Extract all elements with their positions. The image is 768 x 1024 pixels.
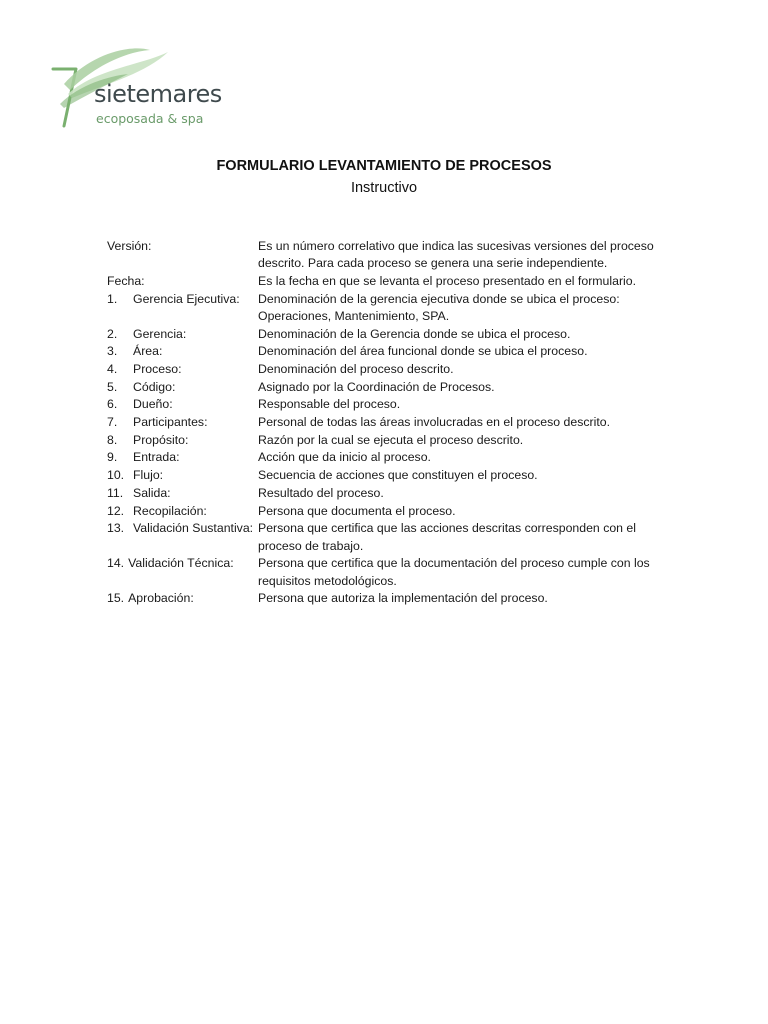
instructions-list bbox=[107, 238, 687, 608]
entry-label: Dueño: bbox=[133, 397, 173, 412]
entry-label: Flujo: bbox=[133, 468, 164, 483]
list-item bbox=[107, 343, 687, 360]
entry-definition: Asignado por la Coordinación de Procesos. bbox=[258, 379, 495, 394]
entry-definition: Denominación del proceso descrito. bbox=[258, 362, 454, 377]
entry-number: 9. bbox=[107, 450, 118, 465]
entry-term bbox=[107, 326, 258, 343]
entry-number: 4. bbox=[107, 362, 118, 377]
list-item bbox=[107, 238, 687, 273]
logo-name: sietemares bbox=[94, 80, 222, 108]
entry-term bbox=[107, 485, 258, 502]
page-title: FORMULARIO LEVANTAMIENTO DE PROCESOS bbox=[216, 158, 552, 174]
entry-term bbox=[107, 467, 258, 484]
page-subtitle: Instructivo bbox=[350, 180, 418, 196]
entry-term bbox=[107, 291, 258, 308]
entry-label: Validación Técnica: bbox=[128, 556, 234, 571]
list-item bbox=[107, 520, 687, 555]
entry-label: Recopilación: bbox=[133, 503, 207, 518]
entry-term bbox=[107, 361, 258, 378]
entry-term bbox=[107, 432, 258, 449]
entry-label: Fecha: bbox=[107, 273, 145, 288]
entry-label: Propósito: bbox=[133, 432, 189, 447]
entry-definition: Es la fecha en que se levanta el proceso presentado en el formulario. bbox=[258, 273, 637, 288]
entry-term bbox=[107, 343, 258, 360]
entry-number: 11. bbox=[107, 485, 124, 500]
entry-definition: Acción que da inicio al proceso. bbox=[258, 450, 431, 465]
entry-definition: Es un número correlativo que indica las sucesivas versiones del proceso descrito. Para cada proceso se genera una serie independiente. bbox=[258, 239, 654, 271]
list-item bbox=[107, 503, 687, 520]
list-item bbox=[107, 467, 687, 484]
entry-definition: Resultado del proceso. bbox=[258, 485, 384, 500]
entry-number: 12. bbox=[107, 503, 125, 518]
list-item bbox=[107, 449, 687, 466]
entry-label: Salida: bbox=[133, 485, 171, 500]
entry-term bbox=[107, 503, 258, 520]
entry-term bbox=[107, 238, 258, 255]
list-item bbox=[107, 414, 687, 431]
entry-definition: Persona que documenta el proceso. bbox=[258, 503, 456, 518]
list-item bbox=[107, 379, 687, 396]
company-logo bbox=[50, 44, 220, 134]
entry-term bbox=[107, 396, 258, 413]
entry-term bbox=[107, 590, 258, 607]
entry-term bbox=[107, 520, 258, 537]
entry-definition: Denominación de la gerencia ejecutiva donde se ubica el proceso: Operaciones, Mantenimiento, SPA. bbox=[258, 291, 620, 323]
entry-number: 7. bbox=[107, 415, 118, 430]
list-item bbox=[107, 555, 687, 590]
entry-number: 10. bbox=[107, 468, 125, 483]
entry-term bbox=[107, 273, 258, 290]
entry-term bbox=[107, 449, 258, 466]
entry-label: Entrada: bbox=[133, 450, 180, 465]
entry-label: Versión: bbox=[107, 239, 152, 253]
entry-number: 6. bbox=[107, 397, 118, 412]
entry-definition: Personal de todas las áreas involucradas en el proceso descrito. bbox=[258, 415, 611, 430]
entry-definition: Razón por la cual se ejecuta el proceso descrito. bbox=[258, 432, 524, 447]
entry-definition: Secuencia de acciones que constituyen el proceso. bbox=[258, 468, 538, 483]
list-item bbox=[107, 396, 687, 413]
logo-tagline: ecoposada & spa bbox=[96, 111, 204, 126]
entry-definition: Persona que certifica que la documentación del proceso cumple con los requisitos metodológicos. bbox=[258, 556, 650, 588]
list-item bbox=[107, 361, 687, 378]
entry-number: 13. bbox=[107, 521, 125, 536]
entry-label: Gerencia Ejecutiva: bbox=[133, 291, 240, 306]
entry-label: Validación Sustantiva: bbox=[133, 521, 254, 536]
entry-definition: Responsable del proceso. bbox=[258, 397, 401, 412]
entry-definition: Persona que autoriza la implementación del proceso. bbox=[258, 591, 548, 606]
entry-definition: Denominación de la Gerencia donde se ubica el proceso. bbox=[258, 326, 571, 341]
entry-definition: Denominación del área funcional donde se ubica el proceso. bbox=[258, 344, 588, 359]
entry-number: 2. bbox=[107, 326, 118, 341]
entry-label: Gerencia: bbox=[133, 326, 187, 341]
entry-number: 8. bbox=[107, 432, 118, 447]
list-item bbox=[107, 432, 687, 449]
entry-term bbox=[107, 414, 258, 431]
entry-label: Código: bbox=[133, 379, 176, 394]
list-item bbox=[107, 590, 687, 607]
entry-number: 1. bbox=[107, 291, 118, 306]
entry-label: Aprobación: bbox=[128, 591, 194, 606]
list-item bbox=[107, 273, 687, 290]
entry-definition: Persona que certifica que las acciones descritas corresponden con el proceso de trabajo. bbox=[258, 521, 637, 553]
entry-number: 14. bbox=[107, 556, 125, 571]
entry-number: 5. bbox=[107, 379, 118, 394]
entry-term bbox=[107, 379, 258, 396]
entry-label: Área: bbox=[133, 344, 163, 359]
list-item bbox=[107, 485, 687, 502]
entry-number: 3. bbox=[107, 344, 118, 359]
entry-label: Participantes: bbox=[133, 415, 208, 430]
entry-number: 15. bbox=[107, 591, 125, 606]
entry-label: Proceso: bbox=[133, 362, 182, 377]
entry-term bbox=[107, 555, 258, 572]
list-item bbox=[107, 326, 687, 343]
list-item bbox=[107, 291, 687, 326]
